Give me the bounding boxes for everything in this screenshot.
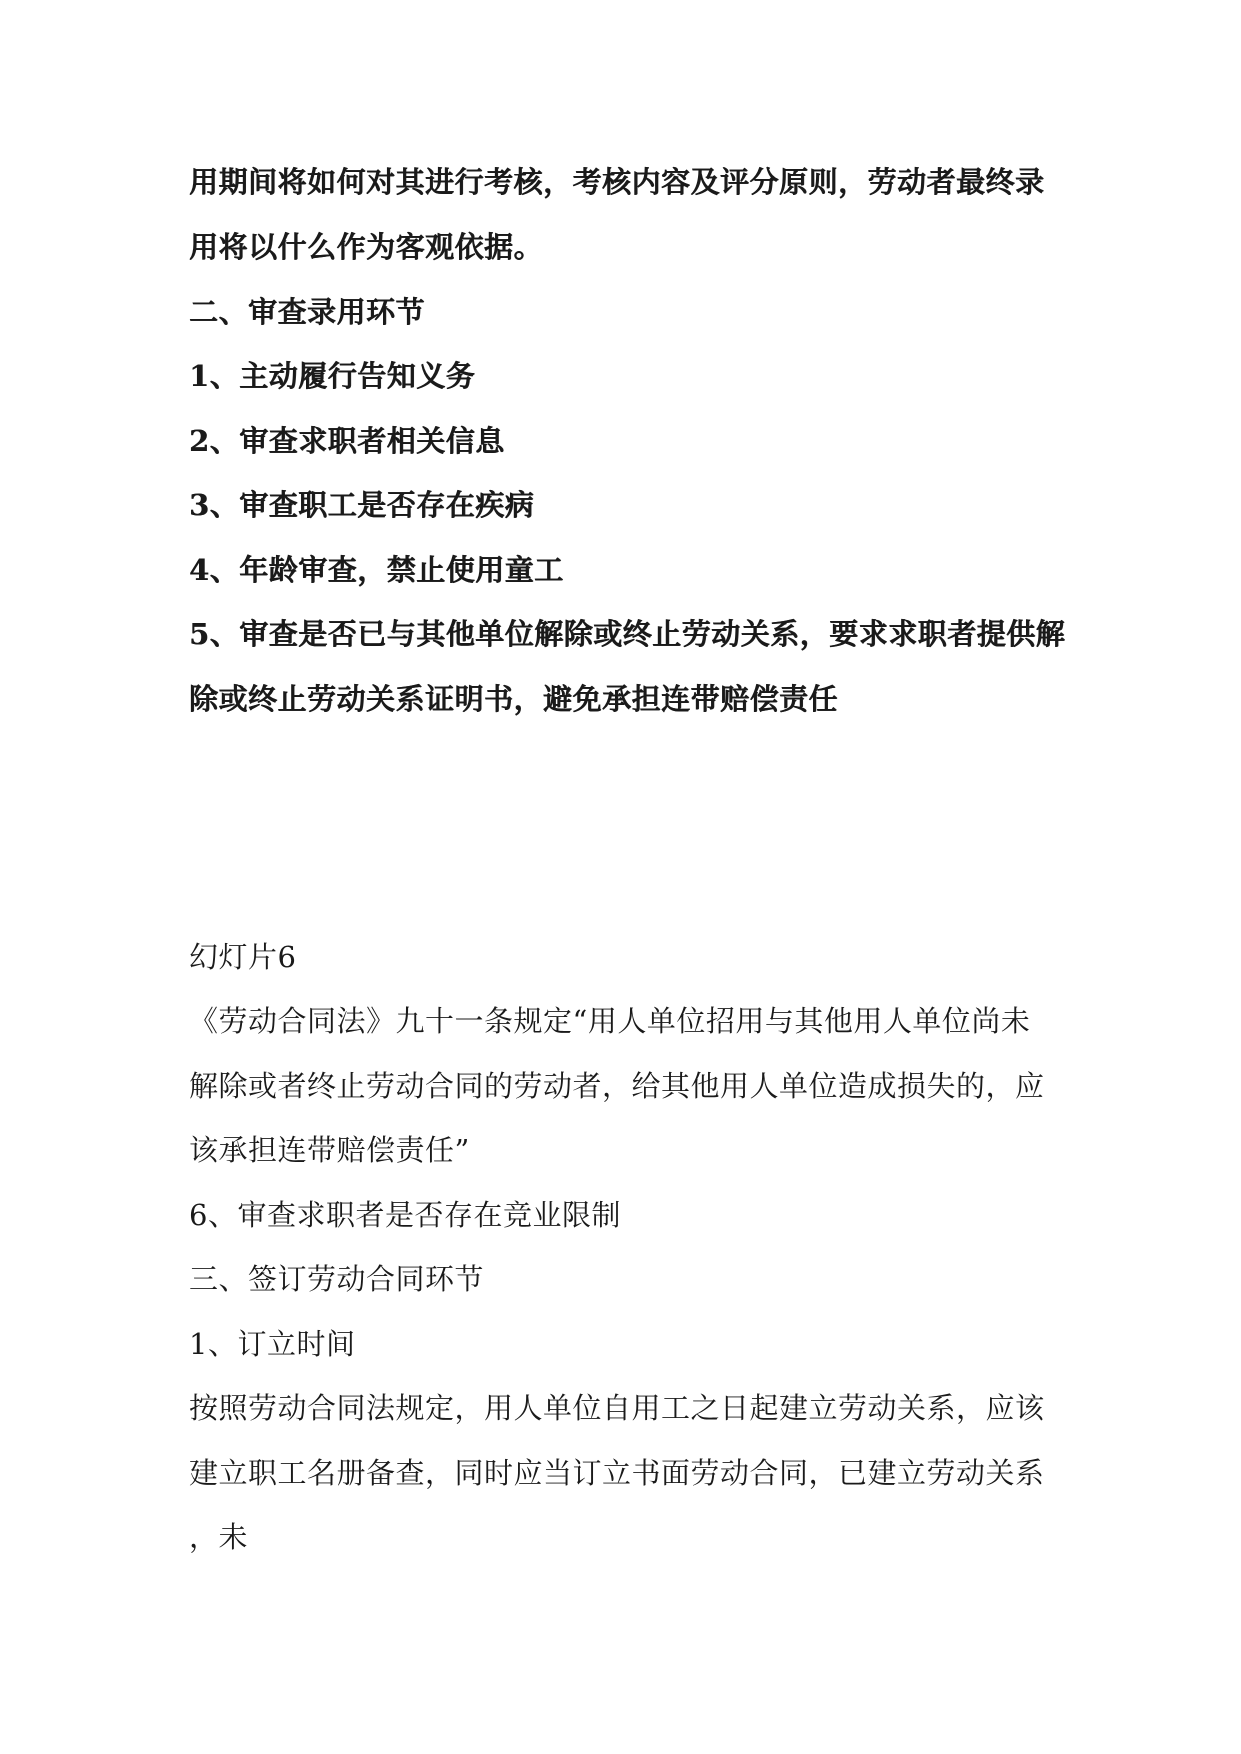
quote-line: 解除或者终止劳动合同的劳动者，给其他用人单位造成损失的，应 <box>189 1069 1045 1103</box>
paragraph-line: 用期间将如何对其进行考核，考核内容及评分原则，劳动者最终录 <box>189 165 1045 199</box>
section-heading: 二、审查录用环节 <box>189 295 426 329</box>
paragraph-line: 建立职工名册备查，同时应当订立书面劳动合同，已建立劳动关系 <box>189 1456 1045 1490</box>
paragraph-line: ，未 <box>189 1520 249 1554</box>
list-item: 4、年龄审查，禁止使用童工 <box>189 553 564 587</box>
paragraph-line: 按照劳动合同法规定，用人单位自用工之日起建立劳动关系，应该 <box>189 1391 1045 1425</box>
list-item-continuation: 除或终止劳动关系证明书，避免承担连带赔偿责任 <box>189 682 839 716</box>
list-item: 2、审查求职者相关信息 <box>189 424 505 458</box>
slide-label: 幻灯片6 <box>189 940 297 974</box>
sub-heading: 1、订立时间 <box>189 1327 356 1361</box>
paragraph-line: 用将以什么作为客观依据。 <box>189 230 544 264</box>
quote-line: 《劳动合同法》九十一条规定“用人单位招用与其他用人单位尚未 <box>189 1004 1031 1038</box>
list-item: 5、审查是否已与其他单位解除或终止劳动关系，要求求职者提供解 <box>189 617 1066 651</box>
list-item: 1、主动履行告知义务 <box>189 359 476 393</box>
list-item: 3、审查职工是否存在疾病 <box>189 488 535 522</box>
quote-line: 该承担连带赔偿责任” <box>189 1133 470 1167</box>
list-item: 6、审查求职者是否存在竞业限制 <box>189 1198 621 1232</box>
section-heading: 三、签订劳动合同环节 <box>189 1262 485 1296</box>
